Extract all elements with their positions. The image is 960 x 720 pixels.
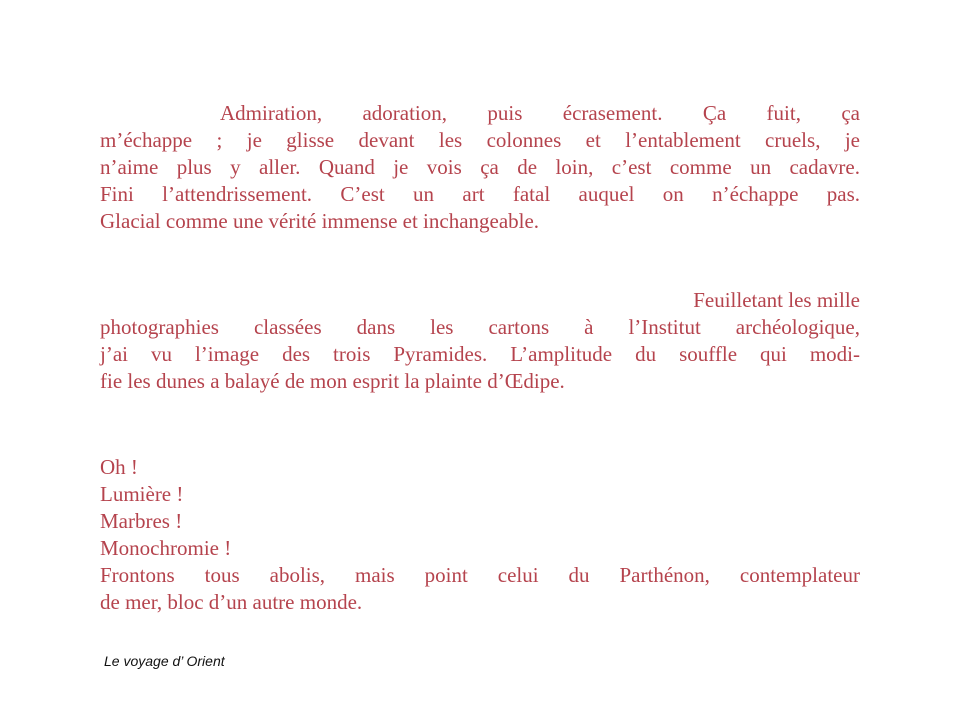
- paragraph-line: de mer, bloc d’un autre monde.: [100, 590, 363, 614]
- paragraph-feuilletant: [100, 287, 860, 395]
- verse-line: Marbres !: [100, 509, 183, 533]
- caption-source: Le voyage d’ Orient: [104, 653, 225, 669]
- paragraph-line: j’ai vu l’image des trois Pyramides. L’amplitude du souffle qui modi-: [100, 342, 860, 366]
- verse-line: Oh !: [100, 455, 138, 479]
- paragraph-line: Glacial comme une vérité immense et inchangeable.: [100, 209, 540, 233]
- paragraph-line: Fini l’attendrissement. C’est un art fatal auquel on n’échappe pas.: [100, 182, 860, 206]
- paragraph-line: m’échappe ; je glisse devant les colonnes et l’entablement cruels, je: [100, 128, 860, 152]
- paragraph-exclamations: [100, 454, 860, 616]
- paragraph-line: Admiration, adoration, puis écrasement. Ça fuit, ça: [220, 101, 860, 125]
- paragraph-line: photographies classées dans les cartons à l’Institut archéologique,: [100, 315, 860, 339]
- paragraph-line: Frontons tous abolis, mais point celui du Parthénon, contemplateur: [100, 563, 860, 587]
- paragraph-admiration: [100, 100, 860, 235]
- verse-line: Monochromie !: [100, 536, 232, 560]
- verse-line: Lumière !: [100, 482, 184, 506]
- paragraph-line: n’aime plus y aller. Quand je vois ça de loin, c’est comme un cadavre.: [100, 155, 860, 179]
- paragraph-line: Feuilletant les mille: [693, 288, 860, 312]
- paragraph-line: fie les dunes a balayé de mon esprit la plainte d’Œdipe.: [100, 369, 565, 393]
